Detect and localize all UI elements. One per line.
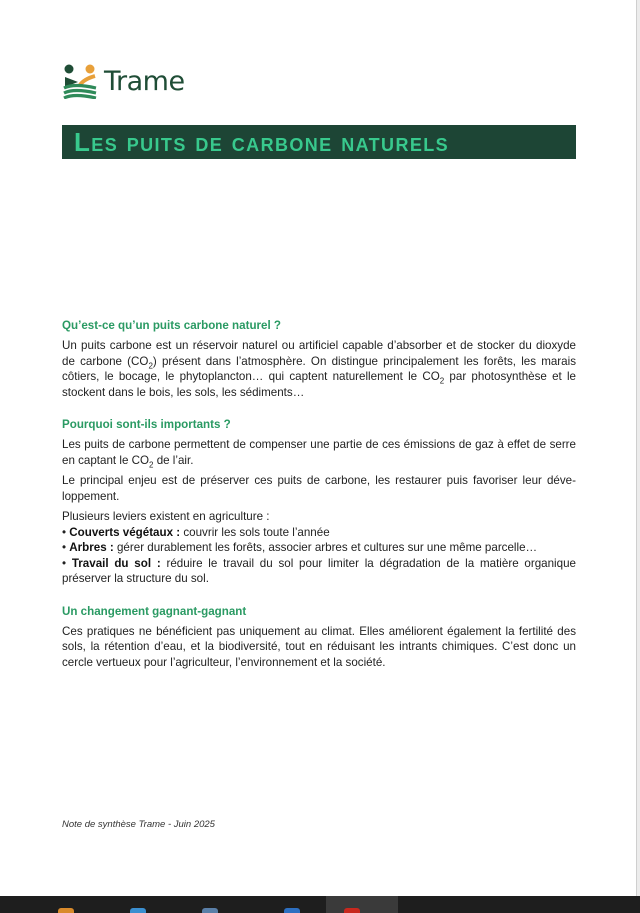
taskbar-app-word[interactable] [256, 896, 328, 913]
bullet: • [62, 556, 67, 570]
trame-logo [62, 63, 185, 99]
pdf-icon [344, 908, 360, 913]
taskbar [0, 896, 640, 913]
section-definition [62, 318, 576, 400]
page-title: Les puits de carbone naturels [74, 126, 450, 157]
section-paragraph [62, 437, 576, 468]
subscript: 2 [149, 459, 154, 469]
bullet: • [62, 525, 67, 539]
taskbar-app-explorer[interactable] [112, 896, 184, 913]
document-body [62, 318, 576, 687]
section-paragraph: Ces pratiques ne bénéficient pas uniquement au climat. Elles améliorent également la fertilité des sols, la rétention d’eau, et la biodiversité, tout en réduisant les intrants chimiques. C’est donc un cercle vertueux pour l’agriculteur, l’environnement et la société. [62, 624, 576, 669]
taskbar-app-mail[interactable] [184, 896, 256, 913]
lever-term: Arbres [69, 541, 107, 554]
text-run: Un puits carbone est un réservoir naturel ou artificiel capable d’absorber et de stocker du dioxyde de carbone (CO [62, 339, 576, 368]
section-paragraph: Le principal enjeu est de préserver ces puits de carbone, les restaurer puis favoriser leur développement. [62, 474, 576, 503]
section-heading: Qu’est-ce qu’un puits carbone naturel ? [62, 319, 282, 332]
text-run: ) présent dans l’atmosphère. On distingue principalement les forêts, les marais côtiers, le bocage, le phytoplancton… qui captent naturellement le CO [62, 354, 576, 383]
section-paragraph [62, 338, 576, 400]
list-item [62, 525, 576, 541]
lever-separator: : [151, 556, 167, 570]
lever-separator: : [173, 525, 184, 539]
browser-icon [58, 908, 74, 913]
page-title-banner [62, 125, 576, 159]
levers-intro: Plusieurs leviers existent en agriculture : [62, 510, 270, 523]
section-importance [62, 417, 576, 587]
lever-text: couvrir les sols toute l’année [183, 525, 330, 539]
subscript: 2 [439, 376, 445, 386]
section-win-win [62, 604, 576, 671]
bullet: • [62, 541, 67, 554]
document-icon [284, 908, 300, 913]
lever-term: Travail du sol [71, 556, 152, 570]
list-item [62, 556, 576, 587]
folder-icon [130, 908, 146, 913]
lever-term: Couverts végétaux [69, 525, 174, 539]
text-run: de l’air. [153, 453, 194, 467]
trame-logo-icon [62, 63, 98, 99]
logo-wordmark: Trame [104, 65, 185, 97]
lever-text: réduire le travail du sol pour limiter la dégradation de la matière organique préserver la structure du sol. [62, 556, 576, 585]
section-heading: Pourquoi sont-ils importants ? [62, 418, 231, 431]
document-footer: Note de synthèse Trame - Juin 2025 [62, 819, 215, 830]
list-item [62, 540, 576, 556]
taskbar-app-pdf[interactable] [326, 896, 398, 913]
levers-list [62, 525, 576, 587]
text-run: par photosynthèse et le stockent dans le bois, les sols, les sédiments… [62, 370, 577, 399]
mail-icon [202, 908, 218, 913]
taskbar-app-browser[interactable] [40, 896, 112, 913]
subscript: 2 [148, 360, 153, 370]
lever-separator: : [106, 541, 117, 554]
text-run: Les puits de carbone permettent de compenser une partie de ces émissions de gaz à effet de serre en captant le CO [62, 438, 576, 467]
section-heading: Un changement gagnant-gagnant [62, 604, 247, 618]
lever-text: gérer durablement les forêts, associer arbres et cultures sur une même parcelle… [116, 541, 538, 554]
